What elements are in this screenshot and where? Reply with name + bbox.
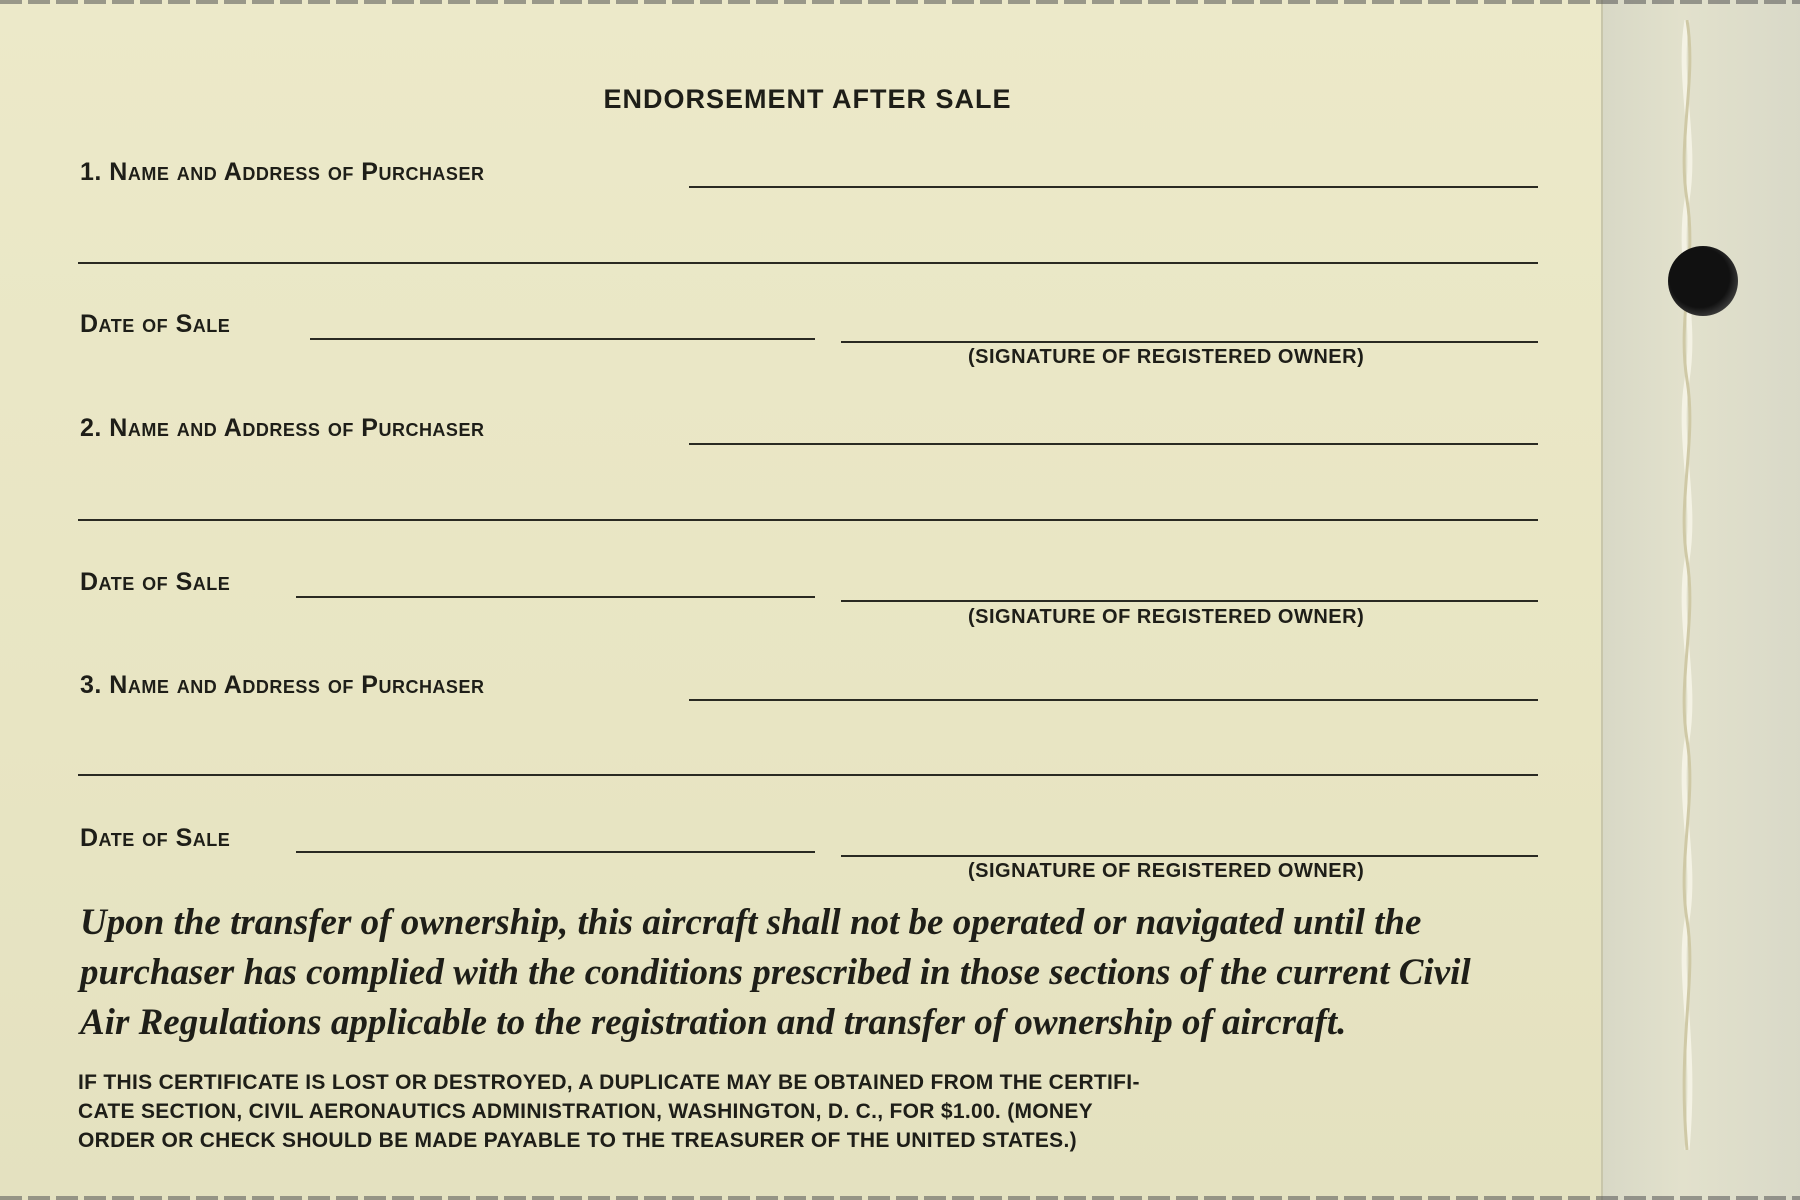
date-of-sale-line-1[interactable]	[310, 338, 815, 340]
date-of-sale-line-2[interactable]	[296, 596, 815, 598]
purchaser-line-2b[interactable]	[78, 519, 1538, 521]
purchaser-line-3b[interactable]	[78, 774, 1538, 776]
binding-string-icon	[1672, 20, 1702, 1150]
perforated-bottom-edge	[0, 1196, 1800, 1200]
purchaser-line-1b[interactable]	[78, 262, 1538, 264]
date-of-sale-line-3[interactable]	[296, 851, 815, 853]
purchaser-line-2a[interactable]	[689, 443, 1538, 445]
date-of-sale-label-2: Date of Sale	[80, 568, 231, 596]
purchaser-label-3: 3. Name and Address of Purchaser	[80, 671, 485, 699]
purchaser-line-1a[interactable]	[689, 186, 1538, 188]
lost-notice-line: ORDER OR CHECK SHOULD BE MADE PAYABLE TO THE TREASURER OF THE UNITED STATES.)	[78, 1129, 1077, 1152]
punch-hole-icon	[1668, 246, 1738, 316]
signature-caption-2: (SIGNATURE OF REGISTERED OWNER)	[968, 606, 1365, 628]
lost-notice-line: CATE SECTION, CIVIL AERONAUTICS ADMINISTRATION, WASHINGTON, D. C., FOR $1.00. (MONEY	[78, 1100, 1093, 1123]
signature-caption-1: (SIGNATURE OF REGISTERED OWNER)	[968, 346, 1365, 368]
lost-notice-line: IF THIS CERTIFICATE IS LOST OR DESTROYED, A DUPLICATE MAY BE OBTAINED FROM THE CERTIFI-	[78, 1071, 1140, 1094]
transfer-notice-line: purchaser has complied with the conditions prescribed in those sections of the current Civil	[80, 952, 1471, 993]
signature-line-1[interactable]	[841, 341, 1538, 343]
purchaser-label-1: 1. Name and Address of Purchaser	[80, 158, 485, 186]
page-title: ENDORSEMENT AFTER SALE	[603, 84, 1012, 114]
transfer-notice	[80, 898, 1540, 1048]
purchaser-label-2: 2. Name and Address of Purchaser	[80, 414, 485, 442]
transfer-notice-line: Air Regulations applicable to the registration and transfer of ownership of aircraft.	[80, 1002, 1347, 1043]
lost-certificate-notice	[78, 1068, 1140, 1155]
transfer-notice-line: Upon the transfer of ownership, this aircraft shall not be operated or navigated until the	[80, 902, 1422, 943]
date-of-sale-label-1: Date of Sale	[80, 310, 231, 338]
signature-line-2[interactable]	[841, 600, 1538, 602]
date-of-sale-label-3: Date of Sale	[80, 824, 231, 852]
perforated-top-edge	[0, 0, 1800, 4]
purchaser-line-3a[interactable]	[689, 699, 1538, 701]
signature-line-3[interactable]	[841, 855, 1538, 857]
signature-caption-3: (SIGNATURE OF REGISTERED OWNER)	[968, 860, 1365, 882]
